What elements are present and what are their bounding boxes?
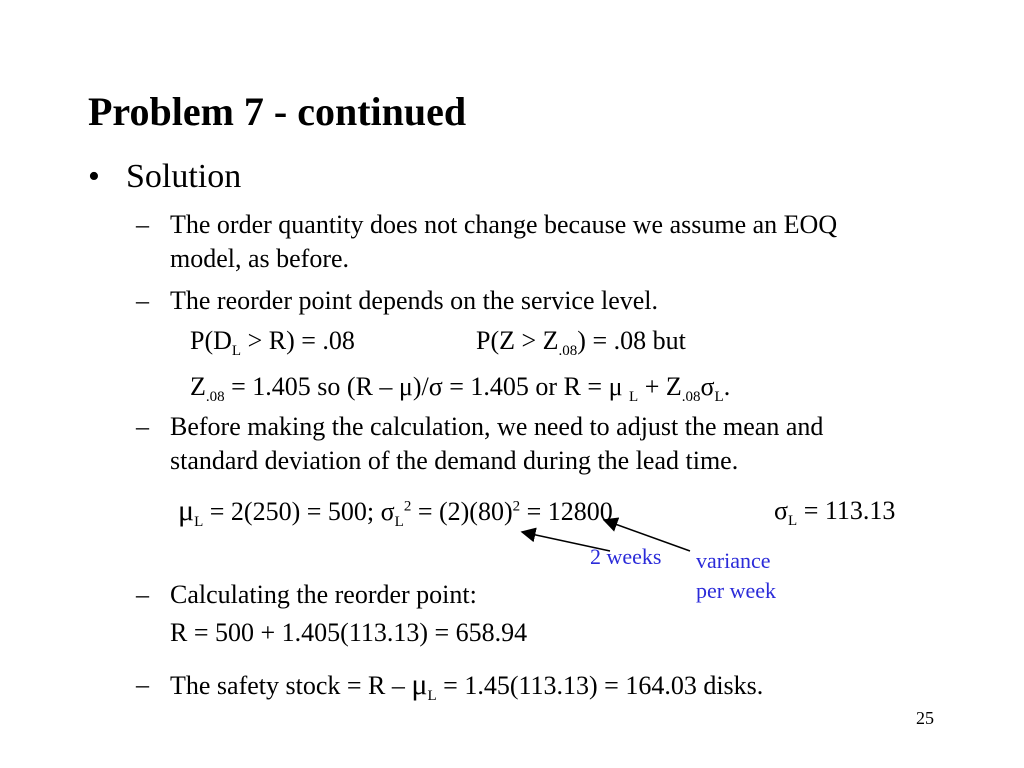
page-number: 25 [916, 708, 934, 728]
eq-subscript: L [194, 514, 204, 531]
mu-symbol: μ [411, 668, 428, 701]
eq-subscript: L [714, 389, 724, 406]
eq-text: = (2)(80) [411, 497, 513, 526]
item-adjust-line2: standard deviation of the demand during the lead time. [170, 446, 739, 475]
bullet-marker: • [88, 158, 100, 195]
eq-subscript: L [629, 389, 639, 406]
eq-text: = 2(250) = 500; σ [203, 497, 395, 526]
dash-marker: – [136, 412, 149, 441]
annotation-2-weeks: 2 weeks [590, 544, 662, 569]
eq-subscript: .08 [558, 343, 578, 360]
item-calculating-text: Calculating the reorder point: [170, 580, 477, 609]
annotation-variance: variance [696, 548, 771, 573]
eq-text: ) = .08 but [577, 326, 686, 355]
eq-text: P(Z > Z [476, 326, 559, 355]
slide-title: Problem 7 - continued [88, 89, 467, 134]
eq-text: The safety stock = R – [170, 671, 412, 700]
eq-text: = 113.13 [797, 496, 896, 525]
dash-marker: – [136, 670, 149, 699]
eq-subscript: .08 [205, 389, 225, 406]
dash-marker: – [136, 286, 149, 315]
annotation-per-week: per week [696, 578, 777, 603]
item-adjust-line1: Before making the calculation, we need to adjust the mean and [170, 412, 824, 441]
eq-text: > R) = .08 [241, 326, 355, 355]
eq-subscript: L [788, 513, 798, 530]
item-reorder-text: The reorder point depends on the service level. [170, 286, 659, 315]
eq-subscript: L [427, 688, 437, 705]
dash-marker: – [136, 210, 149, 239]
eq-text: + Z [638, 372, 682, 401]
eq-subscript: .08 [681, 389, 701, 406]
eq-text: = 1.405 so (R – μ)/σ = 1.405 or R = μ [224, 372, 630, 401]
sigma-symbol: σ [774, 496, 789, 525]
eq-text: P(D [190, 326, 232, 355]
eq-text: = 12800 [520, 497, 613, 526]
equation-reorder-point: R = 500 + 1.405(113.13) = 658.94 [170, 618, 528, 647]
bullet-text: Solution [126, 158, 242, 195]
eq-superscript: 2 [512, 498, 521, 515]
item-eoq-line2: model, as before. [170, 244, 350, 273]
eq-superscript: 2 [403, 498, 412, 515]
dash-marker: – [136, 580, 149, 609]
eq-subscript: L [231, 343, 242, 360]
mu-symbol: μ [178, 494, 195, 527]
eq-subscript: L [394, 514, 404, 531]
item-eoq-line1: The order quantity does not change because we assume an EOQ [170, 210, 838, 239]
item-safety-stock-text [170, 668, 763, 703]
eq-text: . [723, 372, 731, 401]
eq-text: = 1.45(113.13) = 164.03 disks. [436, 671, 764, 700]
eq-text: σ [700, 372, 715, 401]
eq-text: Z [190, 372, 206, 401]
